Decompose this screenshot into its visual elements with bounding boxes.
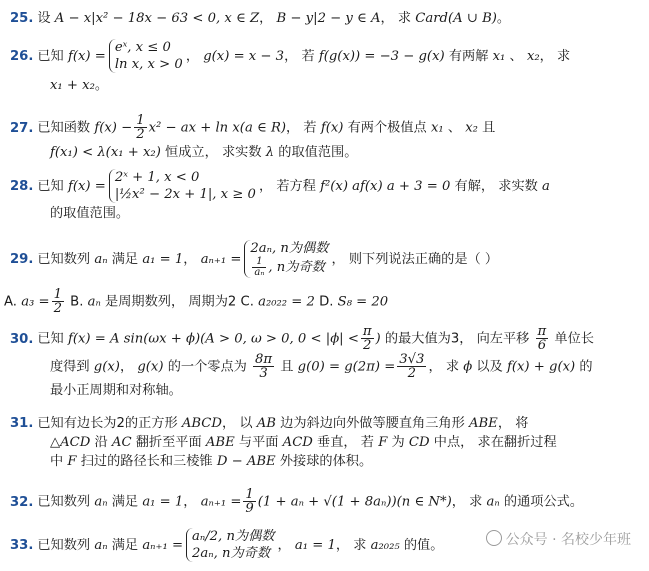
q31-math-11: D − ABE [216, 454, 276, 469]
q33-math-4: a₂₀₂₅ [370, 538, 400, 553]
q32-text-2: 满足 [107, 494, 143, 510]
q33-number: 33. [10, 538, 34, 553]
q30-frac-3 [253, 353, 274, 380]
q29-text-2: 满足 [107, 252, 143, 267]
question-25 [10, 10, 642, 27]
q27-math-1: f(x) − [94, 120, 133, 136]
q31-math-1: ABCD [181, 416, 222, 431]
q30-line-3 [10, 382, 642, 399]
q26-text-5: 、 [505, 49, 527, 64]
q25-math-3: Card(A ∪ B) [415, 11, 497, 26]
q27-math-2: x² − ax + ln x(a ∈ R) [148, 120, 287, 136]
watermark-text: 公众号 · 名校少年班 [505, 532, 631, 548]
q28-line-1 [10, 169, 642, 203]
q29-case-2-den: aₙ [254, 267, 265, 278]
q30-math-1: f(x) = A sin(ωx + ϕ)(A > 0, ω > 0, 0 < |ϕ| < [67, 331, 359, 347]
q32-math-2: a₁ = 1 [142, 494, 184, 510]
q27-frac-num: 1 [136, 113, 145, 128]
q28-text-4: 的取值范围。 [50, 206, 130, 221]
q26-text-4: 有两解 [444, 49, 493, 64]
q31-line-3 [10, 453, 642, 470]
q30-frac-1-den: 2 [363, 338, 372, 353]
q31-text-3: 边为斜边向外做等腰直角三角形 [275, 416, 469, 431]
q30-frac-1-num: π [362, 324, 372, 339]
q29-case-2: , n为奇数 [268, 260, 325, 275]
q29-case-2-frac [252, 257, 266, 278]
question-26 [10, 39, 642, 94]
q31-text-9: 为 [387, 435, 409, 450]
q26-math-5: x₂ [526, 49, 540, 64]
q31-text-5: 沿 [90, 435, 112, 450]
q31-text-2: ， 以 [221, 416, 257, 431]
q31-math-5: AC [111, 435, 132, 450]
q27-math-6: f(x₁) < λ(x₁ + x₂) [50, 145, 161, 160]
q26-text-2: ， [185, 49, 204, 64]
q31-math-9: CD [408, 435, 430, 450]
q25-line [10, 10, 642, 27]
q28-piecewise [109, 169, 256, 203]
q26-math-6: x₁ + x₂ [50, 78, 95, 93]
q30-math-6: f(x) + g(x) [506, 359, 576, 375]
q30-math-1b: ) [375, 331, 381, 347]
q30-frac-4-num: 3√3 [399, 352, 425, 367]
q29-option-a-den: 2 [53, 301, 62, 316]
q29-case-1: 2aₙ, n为偶数 [250, 241, 329, 256]
q27-frac-den: 2 [136, 127, 145, 142]
q29-option-a-math: a₃ = [21, 294, 50, 310]
q32-text-5: 的通项公式。 [499, 494, 584, 510]
q31-text-1: 已知有边长为2的正方形 [37, 416, 182, 431]
q31-math-6: ABE [205, 435, 235, 450]
q31-text-11: 中 [50, 454, 68, 469]
q28-math-1: f(x) = [67, 179, 106, 194]
q27-math-7: λ [265, 145, 275, 160]
q29-case-2-row [250, 257, 328, 278]
q30-frac-3-num: 8π [255, 352, 273, 367]
q28-math-3: a [542, 179, 550, 194]
question-32 [10, 488, 642, 515]
q25-text-4: 。 [496, 11, 511, 26]
q29-number: 29. [10, 252, 34, 267]
q29-options [4, 288, 636, 315]
q26-line-1 [10, 39, 642, 73]
q30-frac-2-num: π [537, 324, 547, 339]
q29-option-c-label: C. [240, 294, 259, 310]
q29-math-2: a₁ = 1 [142, 252, 184, 267]
q30-text-5: ， [119, 359, 138, 375]
q29-case-2-num: 1 [252, 257, 266, 268]
q29-math-3: aₙ₊₁ = [200, 252, 242, 267]
q29-option-b-label: B. [70, 294, 88, 310]
q31-line-2 [10, 434, 642, 451]
q27-text-1: 已知函数 [37, 120, 95, 136]
q32-math-4: (1 + aₙ + √(1 + 8aₙ))(n ∈ N*) [257, 494, 452, 510]
q31-math-10: F [67, 454, 77, 469]
q28-line-2 [10, 205, 642, 222]
q29-option-d-label: D. [314, 294, 338, 310]
q33-math-1: aₙ [94, 538, 108, 553]
q27-line-2 [10, 144, 642, 161]
q30-text-2: 的最大值为3， 向左平移 [380, 331, 534, 347]
question-27 [10, 114, 642, 161]
q28-number: 28. [10, 179, 34, 194]
q26-text-7: 。 [94, 78, 109, 93]
q32-text-4: ， 求 [451, 494, 487, 510]
q29-text-4: ， 则下列说法正确的是（ ） [331, 252, 499, 267]
q33-text-5: 的值。 [399, 538, 444, 553]
q28-text-3: 有解， 求实数 [450, 179, 543, 194]
q25-math-1: A − x|x² − 18x − 63 < 0, x ∈ Z [54, 11, 260, 26]
q31-math-7: ACD [282, 435, 313, 450]
q26-math-4: x₁ [492, 49, 506, 64]
question-31 [10, 415, 642, 470]
q32-text-3: ， [183, 494, 201, 510]
q30-text-7: 且 [276, 359, 298, 375]
q27-text-7: 的取值范围。 [274, 145, 358, 160]
q25-math-2: B − y|2 − y ∈ A [276, 11, 381, 26]
q26-text-1: 已知 [37, 49, 68, 64]
q27-number: 27. [10, 120, 34, 136]
q29-text-1: 已知数列 [37, 252, 95, 267]
q27-text-3: 有两个极值点 [343, 120, 431, 136]
q31-math-4: △ACD [50, 435, 91, 450]
q33-piecewise [186, 528, 274, 562]
q29-piecewise [244, 240, 328, 278]
q26-math-2: g(x) = x − 3 [203, 49, 285, 64]
q30-line-2 [10, 353, 642, 380]
q30-math-4: g(0) = g(2π) = [297, 359, 396, 375]
q32-number: 32. [10, 494, 34, 510]
q30-number: 30. [10, 331, 34, 347]
q32-frac-den: 9 [245, 501, 254, 516]
q26-text-6: ， 求 [539, 49, 571, 64]
q29-option-b-math: aₙ [87, 294, 101, 310]
q30-math-3: g(x) [137, 359, 164, 375]
q27-math-4: x₁ [430, 120, 444, 136]
q26-case-1: eˣ, x ≤ 0 [114, 40, 171, 55]
q28-text-1: 已知 [37, 179, 68, 194]
watermark [486, 529, 631, 549]
q33-case-2: 2aₙ, n为奇数 [192, 546, 271, 561]
q31-text-8: 垂直， 若 [312, 435, 379, 450]
q26-number: 26. [10, 49, 34, 64]
q30-frac-3-den: 3 [259, 366, 268, 381]
q32-math-1: aₙ [94, 494, 108, 510]
q33-text-4: ， 求 [335, 538, 371, 553]
q28-math-2: f²(x) af(x) a + 3 = 0 [320, 179, 451, 194]
q30-math-2: g(x) [93, 359, 120, 375]
q29-math-1: aₙ [94, 252, 108, 267]
q31-text-13: 外接球的体积。 [275, 454, 373, 469]
q28-case-2: |½x² − 2x + 1|, x ≥ 0 [114, 187, 256, 202]
q33-math-2: aₙ₊₁ = [142, 538, 184, 553]
q29-option-b-text: 是周期数列， 周期为2 [100, 294, 241, 310]
q31-line-1 [10, 415, 642, 432]
q33-math-3: a₁ = 1 [294, 538, 336, 553]
q26-math-1: f(x) = [67, 49, 106, 64]
q27-math-5: x₂ [465, 120, 478, 136]
q29-option-c-math: a₂₀₂₂ = 2 [258, 294, 315, 310]
q30-frac-2-den: 6 [537, 338, 547, 353]
q33-text-3: ， [277, 538, 295, 553]
q30-frac-4-den: 2 [407, 366, 417, 381]
q27-text-6: 恒成立， 求实数 [160, 145, 266, 160]
q30-math-5: ϕ [463, 359, 473, 375]
q33-case-1: aₙ/2, n为偶数 [192, 529, 275, 544]
q25-text-2: ， [259, 11, 277, 26]
q27-line-1 [10, 114, 642, 141]
q30-frac-2 [536, 325, 549, 352]
q26-text-3: ， 若 [284, 49, 319, 64]
q31-math-3: ABE [468, 416, 498, 431]
q33-text-1: 已知数列 [37, 538, 95, 553]
q27-text-4: 、 [443, 120, 466, 136]
question-30 [10, 325, 642, 399]
q31-text-6: 翻折至平面 [131, 435, 206, 450]
q29-options-line [4, 288, 636, 315]
q30-text-8: ， 求 [428, 359, 464, 375]
question-28 [10, 169, 642, 222]
q26-math-3: f(g(x)) = −3 − g(x) [318, 49, 445, 64]
q32-math-3: aₙ₊₁ = [200, 494, 242, 510]
q31-text-12: 扫过的路径长和三棱锥 [76, 454, 217, 469]
q30-frac-1 [361, 325, 374, 352]
q27-text-2: ， 若 [286, 120, 321, 136]
q31-text-7: 与平面 [234, 435, 283, 450]
q30-text-3: 单位长 [550, 331, 594, 347]
q30-text-1: 已知 [37, 331, 68, 347]
q25-text-1: 设 [37, 11, 55, 26]
q32-frac-num: 1 [245, 487, 254, 502]
q33-text-2: 满足 [107, 538, 143, 553]
q29-option-d-math: S₈ = 20 [337, 294, 389, 310]
q27-text-5: 且 [477, 120, 496, 136]
q30-line-1 [10, 325, 642, 352]
q26-case-2: ln x, x > 0 [114, 57, 183, 72]
q27-fraction [134, 114, 146, 141]
q28-text-2: ， 若方程 [258, 179, 321, 194]
q29-text-3: ， [183, 252, 201, 267]
q31-number: 31. [10, 416, 34, 431]
q32-text-1: 已知数列 [37, 494, 95, 510]
q26-piecewise [109, 39, 183, 73]
q29-line-1 [10, 240, 642, 278]
q29-option-a-num: 1 [53, 287, 62, 302]
q26-line-2 [10, 77, 642, 94]
q31-text-10: 中点， 求在翻折过程 [429, 435, 557, 450]
q32-math-5: aₙ [486, 494, 500, 510]
wechat-icon [486, 530, 502, 546]
q25-text-3: ， 求 [380, 11, 416, 26]
q25-number: 25. [10, 11, 34, 26]
q30-text-10: 的 [575, 359, 593, 375]
q32-fraction [243, 488, 255, 515]
q32-line [10, 488, 642, 515]
question-29 [10, 240, 642, 278]
q30-text-9: 以及 [472, 359, 507, 375]
q29-option-a-label: A. [4, 294, 22, 310]
q27-math-3: f(x) [320, 120, 344, 136]
q31-text-4: ， 将 [497, 416, 529, 431]
q29-option-a-frac [52, 288, 64, 315]
q28-case-1: 2ˣ + 1, x < 0 [114, 170, 200, 185]
q30-frac-4 [397, 353, 426, 380]
q31-math-8: F [378, 435, 388, 450]
q30-text-4: 度得到 [50, 359, 94, 375]
q31-math-2: AB [256, 416, 276, 431]
q30-text-11: 最小正周期和对称轴。 [50, 383, 182, 398]
q30-text-6: 的一个零点为 [163, 359, 252, 375]
